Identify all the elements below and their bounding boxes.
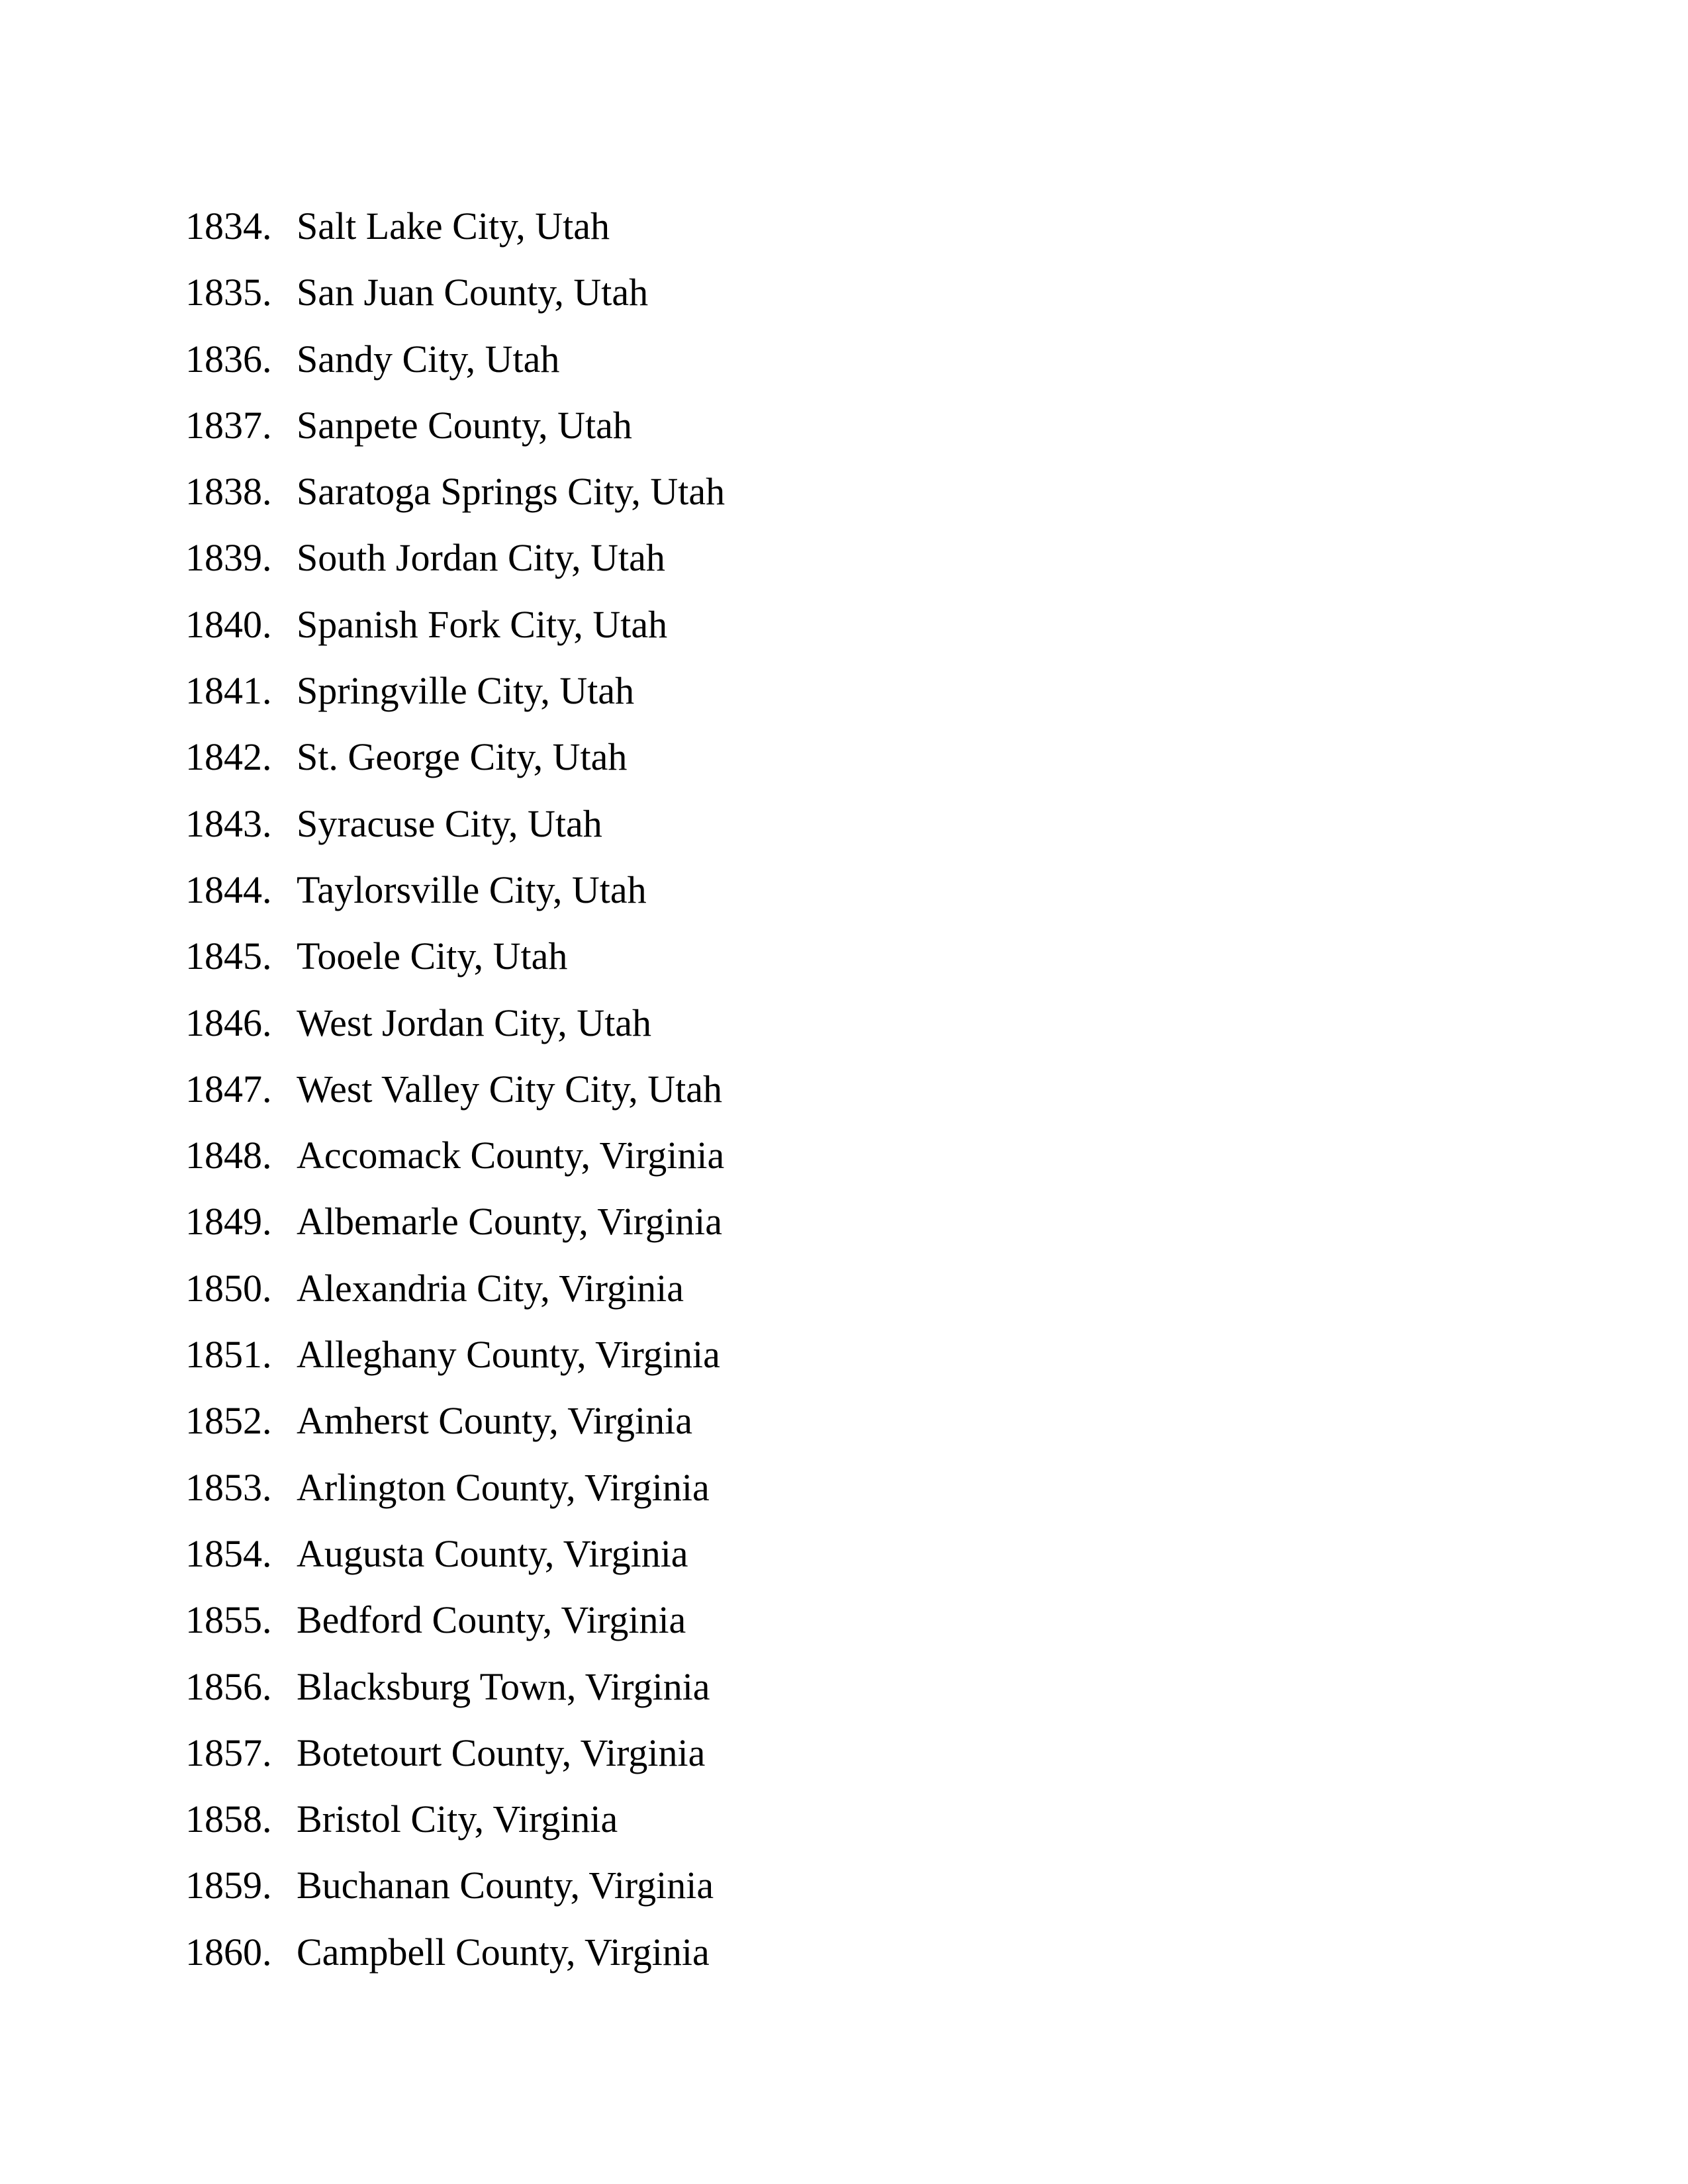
item-number: 1841. — [185, 669, 272, 713]
item-text: Taylorsville City, Utah — [297, 868, 647, 911]
item-text: Alleghany County, Virginia — [297, 1333, 720, 1377]
item-number: 1839. — [185, 536, 272, 580]
item-number: 1860. — [185, 1930, 272, 1974]
item-number: 1854. — [185, 1531, 272, 1575]
item-text: Augusta County, Virginia — [297, 1531, 688, 1575]
numbered-list — [185, 193, 725, 1985]
item-number: 1855. — [185, 1598, 272, 1642]
item-number: 1845. — [185, 934, 272, 978]
list-item — [185, 1786, 725, 1852]
item-number: 1852. — [185, 1399, 272, 1443]
item-text: San Juan County, Utah — [297, 271, 649, 314]
list-item — [185, 1654, 725, 1720]
item-text: Bristol City, Virginia — [297, 1797, 618, 1841]
item-number: 1834. — [185, 205, 272, 248]
list-item — [185, 326, 725, 392]
list-item — [185, 923, 725, 989]
item-text: Campbell County, Virginia — [297, 1930, 710, 1974]
item-number: 1843. — [185, 801, 272, 845]
list-item — [185, 392, 725, 459]
item-number: 1858. — [185, 1797, 272, 1841]
list-item — [185, 1122, 725, 1189]
item-number: 1847. — [185, 1067, 272, 1111]
list-item — [185, 1919, 725, 1985]
item-text: Arlington County, Virginia — [297, 1465, 710, 1509]
item-number: 1848. — [185, 1134, 272, 1177]
list-item — [185, 1056, 725, 1122]
item-number: 1859. — [185, 1864, 272, 1907]
item-text: Botetourt County, Virginia — [297, 1731, 706, 1774]
item-text: South Jordan City, Utah — [297, 536, 665, 580]
item-text: Accomack County, Virginia — [297, 1134, 725, 1177]
item-number: 1850. — [185, 1266, 272, 1310]
item-text: Buchanan County, Virginia — [297, 1864, 714, 1907]
item-number: 1856. — [185, 1664, 272, 1708]
item-number: 1849. — [185, 1200, 272, 1244]
item-number: 1851. — [185, 1333, 272, 1377]
list-item — [185, 990, 725, 1056]
item-text: Blacksburg Town, Virginia — [297, 1664, 710, 1708]
item-number: 1836. — [185, 337, 272, 381]
item-text: Alexandria City, Virginia — [297, 1266, 684, 1310]
item-text: Springville City, Utah — [297, 669, 635, 713]
list-item — [185, 1388, 725, 1454]
item-text: Salt Lake City, Utah — [297, 205, 610, 248]
list-item — [185, 1189, 725, 1255]
list-item — [185, 658, 725, 724]
item-text: Tooele City, Utah — [297, 934, 568, 978]
item-text: St. George City, Utah — [297, 735, 628, 779]
item-number: 1846. — [185, 1001, 272, 1044]
item-text: Spanish Fork City, Utah — [297, 602, 668, 646]
list-item — [185, 592, 725, 658]
item-text: Albemarle County, Virginia — [297, 1200, 723, 1244]
item-number: 1835. — [185, 271, 272, 314]
list-item — [185, 1720, 725, 1786]
item-text: Amherst County, Virginia — [297, 1399, 692, 1443]
list-item — [185, 1852, 725, 1919]
list-item — [185, 459, 725, 525]
list-item — [185, 791, 725, 857]
item-text: Sanpete County, Utah — [297, 403, 632, 447]
list-item — [185, 1455, 725, 1521]
item-text: West Jordan City, Utah — [297, 1001, 652, 1044]
list-item — [185, 1587, 725, 1653]
list-item — [185, 1255, 725, 1322]
list-item — [185, 193, 725, 259]
item-number: 1844. — [185, 868, 272, 911]
item-text: Saratoga Springs City, Utah — [297, 470, 726, 514]
item-text: Bedford County, Virginia — [297, 1598, 686, 1642]
item-number: 1853. — [185, 1465, 272, 1509]
list-item — [185, 857, 725, 923]
item-text: West Valley City City, Utah — [297, 1067, 722, 1111]
item-number: 1840. — [185, 602, 272, 646]
list-item — [185, 1521, 725, 1587]
list-item — [185, 259, 725, 326]
list-item — [185, 1322, 725, 1388]
item-number: 1837. — [185, 403, 272, 447]
item-number: 1838. — [185, 470, 272, 514]
item-number: 1842. — [185, 735, 272, 779]
list-item — [185, 724, 725, 790]
item-text: Sandy City, Utah — [297, 337, 560, 381]
item-text: Syracuse City, Utah — [297, 801, 602, 845]
item-number: 1857. — [185, 1731, 272, 1774]
list-item — [185, 525, 725, 591]
